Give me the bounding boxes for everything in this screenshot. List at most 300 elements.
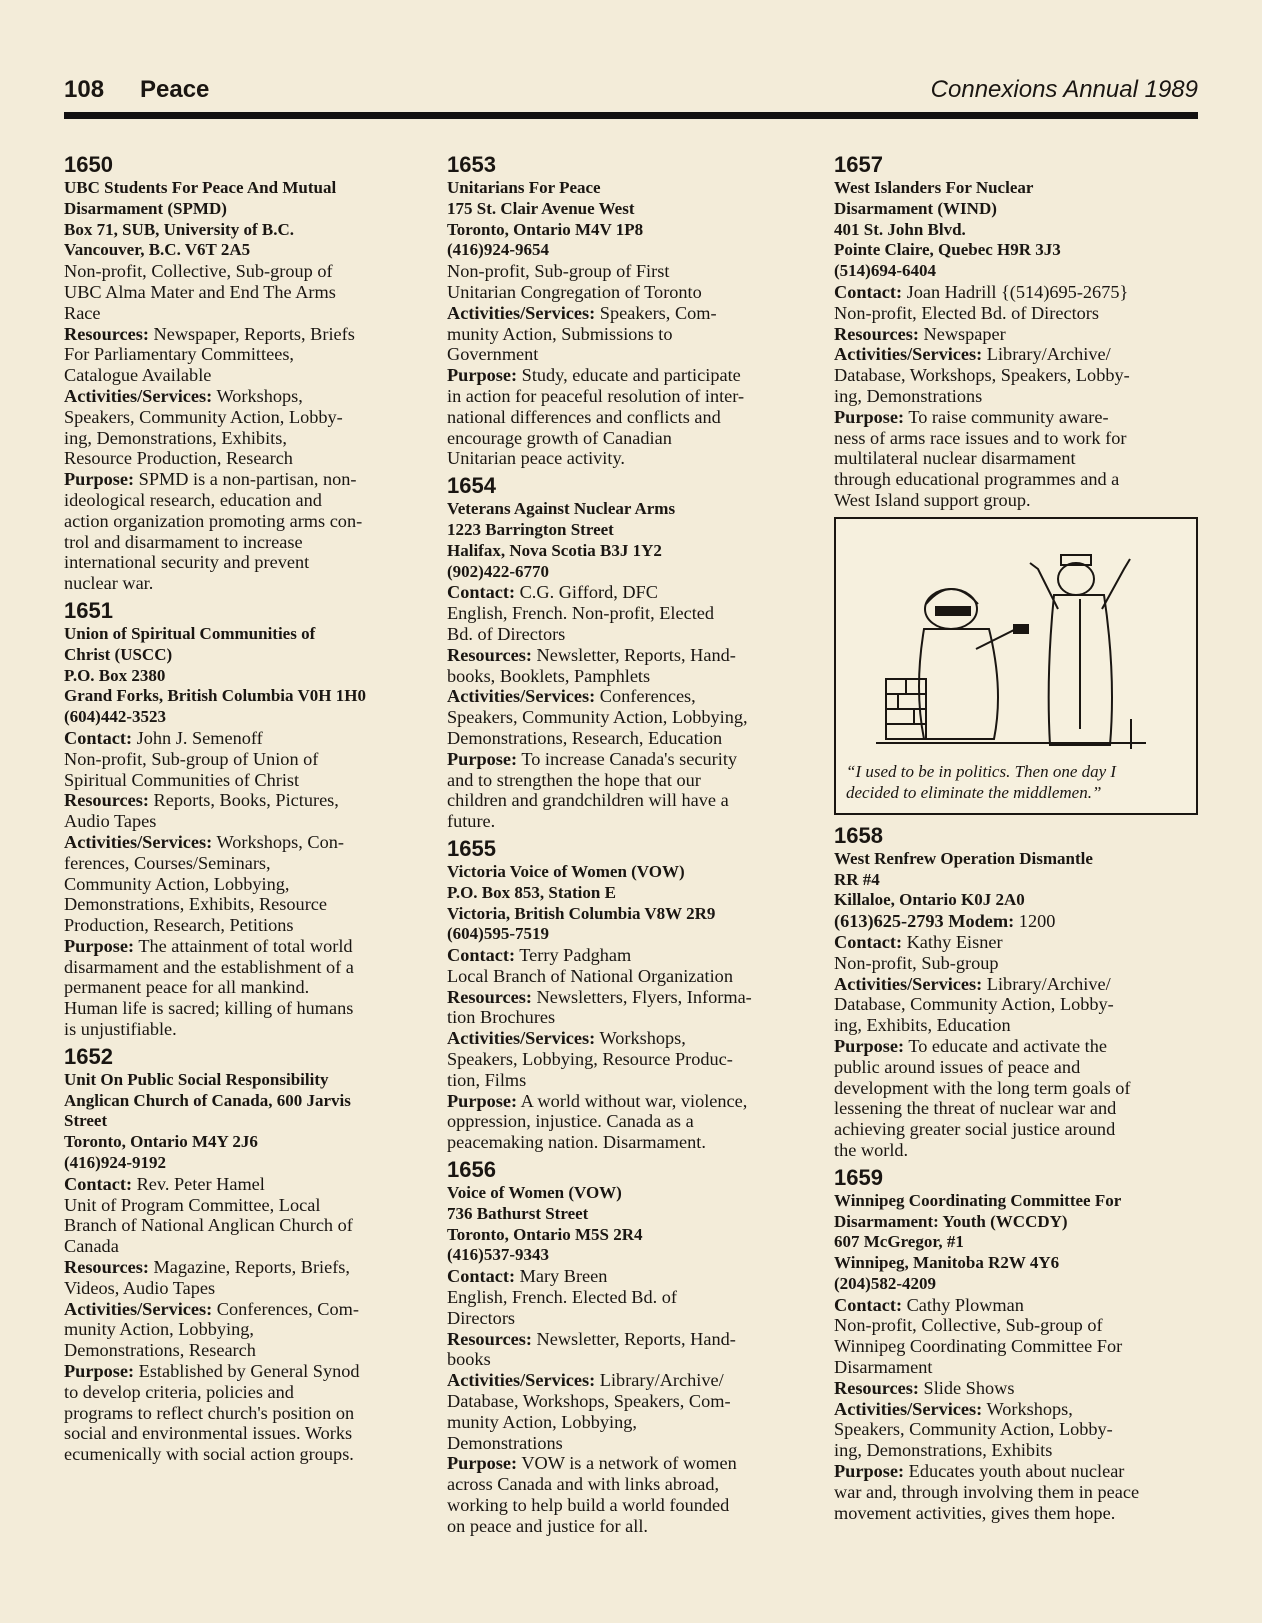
entry-detail-line	[447, 1370, 803, 1391]
field-text: Non-profit, Sub-group of Union of	[64, 748, 319, 769]
field-text: tion Brochures	[447, 1007, 556, 1028]
field-text: munity Action, Lobbying,	[64, 1319, 254, 1340]
entry-detail-line	[447, 1111, 803, 1132]
entry-detail-line	[64, 936, 420, 957]
organization-name: Disarmament: Youth (WCCDY)	[834, 1211, 1068, 1231]
organization-address: 1223 Barrington Street	[447, 519, 614, 539]
entry-detail-line	[447, 1391, 803, 1412]
entry-detail-line	[64, 1215, 420, 1236]
entry-detail-line	[64, 894, 420, 915]
entry-detail-line	[447, 790, 803, 811]
column-3	[834, 152, 1198, 1527]
organization-address: Toronto, Ontario M5S 2R4	[447, 1224, 643, 1244]
entry-detail-line	[64, 344, 420, 365]
section-title: Peace	[140, 76, 210, 103]
field-label: Contact:	[447, 582, 516, 603]
field-text: ecumenically with social action groups.	[64, 1444, 354, 1465]
entry-detail-line	[834, 1036, 1198, 1057]
field-text: Study, educate and participate	[517, 365, 741, 386]
entry-detail-line	[447, 448, 803, 469]
field-label: Resources:	[64, 790, 149, 811]
entry-detail-line	[447, 987, 803, 1008]
entry-detail-line	[834, 428, 1198, 449]
organization-address: (604)595-7519	[447, 924, 549, 944]
cartoon-caption	[846, 761, 1188, 803]
entry-detail-line	[834, 324, 1198, 345]
entry-detail-line	[447, 282, 803, 303]
organization-name: UBC Students For Peace And Mutual	[64, 178, 337, 197]
field-text: Newspaper, Reports, Briefs	[148, 323, 355, 344]
entry-number: 1650	[64, 152, 113, 177]
field-text: Conferences, Com-	[212, 1298, 359, 1319]
entry-detail-line	[447, 1474, 803, 1495]
field-text: Library/Archive/	[982, 344, 1111, 365]
entry-detail-line	[834, 1419, 1198, 1440]
field-text: Human life is sacred; killing of humans	[64, 998, 354, 1019]
organization-address: (416)537-9343	[447, 1245, 549, 1265]
field-text: Newsletter, Reports, Hand-	[531, 1328, 736, 1349]
entry-number: 1658	[834, 822, 883, 848]
field-text: Slide Shows	[918, 1377, 1015, 1398]
entry-detail-line	[64, 365, 420, 386]
column-1	[64, 152, 420, 1469]
entry-detail-line	[64, 1299, 420, 1320]
entry-detail-line	[834, 1336, 1198, 1357]
entry-detail-line	[834, 365, 1198, 386]
field-text: national differences and conflicts and	[447, 406, 721, 427]
entry-detail-line	[64, 749, 420, 770]
field-text: Speakers, Com-	[595, 302, 717, 323]
field-label: Purpose:	[64, 469, 135, 490]
entry-detail-line	[834, 448, 1198, 469]
field-text: the world.	[834, 1139, 909, 1160]
entry-detail-line	[64, 874, 420, 895]
field-text: war and, through involving them in peace	[834, 1481, 1140, 1502]
entry-detail-line	[64, 1195, 420, 1216]
entry-detail-line	[447, 1287, 803, 1308]
field-label: Resources:	[447, 986, 532, 1007]
entry-detail-line	[64, 915, 420, 936]
entry-detail-line	[834, 1315, 1198, 1336]
column-2	[447, 152, 803, 1541]
entry-detail-line	[834, 1461, 1198, 1482]
field-text: future.	[447, 811, 496, 832]
field-label: Contact:	[834, 931, 903, 952]
cartoon-panel	[834, 517, 1198, 815]
entry-number: 1653	[447, 152, 496, 177]
entry-detail-line	[64, 573, 420, 594]
entry-detail-line	[64, 1340, 420, 1361]
organization-name: Christ (USCC)	[64, 644, 173, 664]
field-label: Purpose:	[447, 748, 518, 769]
field-text: Demonstrations, Exhibits, Resource	[64, 894, 328, 915]
organization-name: Victoria Voice of Women (VOW)	[447, 861, 685, 881]
field-text: Disarmament	[834, 1357, 933, 1378]
field-text: to develop criteria, policies and	[64, 1381, 294, 1402]
field-text: Conferences,	[595, 686, 696, 707]
organization-address: RR #4	[834, 869, 880, 889]
field-text: oppression, injustice. Canada as a	[447, 1111, 694, 1132]
entry-detail-line	[834, 932, 1198, 953]
field-text: Newsletter, Reports, Hand-	[531, 644, 736, 665]
entry-detail-line	[64, 1361, 420, 1382]
directory-entry	[447, 152, 803, 469]
organization-address: Winnipeg, Manitoba R2W 4Y6	[834, 1253, 1060, 1273]
organization-address: Pointe Claire, Quebec H9R 3J3	[834, 240, 1061, 260]
field-text: Reports, Books, Pictures,	[148, 790, 339, 811]
entry-detail-line	[447, 728, 803, 749]
page-header	[64, 76, 1198, 110]
field-text: Cathy Plowman	[902, 1294, 1024, 1315]
field-text: Database, Workshops, Speakers, Com-	[447, 1391, 731, 1412]
field-text: Workshops,	[212, 385, 303, 406]
organization-address: P.O. Box 853, Station E	[447, 882, 616, 902]
directory-entry	[64, 1044, 420, 1465]
entry-detail-line	[64, 853, 420, 874]
organization-name: Street	[64, 1111, 108, 1131]
entry-number: 1654	[447, 473, 496, 499]
field-text: Educates youth about nuclear	[904, 1461, 1125, 1482]
field-text: ing, Demonstrations	[834, 385, 983, 406]
entry-detail-line	[447, 1516, 803, 1537]
entry-detail-line	[447, 344, 803, 365]
entry-number: 1651	[64, 597, 113, 623]
field-text: Workshops,	[595, 1028, 686, 1049]
field-text: English, French. Non-profit, Elected	[447, 603, 715, 624]
field-label: Activities/Services:	[447, 302, 596, 323]
field-text: The attainment of total world	[134, 935, 353, 956]
field-text: Unitarian peace activity.	[447, 448, 625, 469]
field-text: Local Branch of National Organization	[447, 965, 733, 986]
field-text: English, French. Elected Bd. of	[447, 1287, 677, 1308]
entry-detail-line	[834, 1140, 1198, 1161]
entry-detail-line	[64, 1403, 420, 1424]
organization-address: (902)422-6770	[447, 561, 549, 581]
organization-name: Unit On Public Social Responsibility	[64, 1069, 329, 1089]
entry-detail-line	[64, 998, 420, 1019]
publication-title: Connexions Annual 1989	[930, 76, 1198, 103]
field-text: SPMD is a non-partisan, non-	[134, 469, 357, 490]
organization-address: P.O. Box 2380	[64, 665, 166, 685]
field-text: lessening the threat of nuclear war and	[834, 1098, 1117, 1119]
field-text: John J. Semenoff	[132, 727, 263, 748]
directory-entry	[447, 836, 803, 1153]
organization-address: (204)582-4209	[834, 1273, 936, 1293]
field-text: Non-profit, Collective, Sub-group of	[834, 1315, 1103, 1336]
organization-address: 736 Bathurst Street	[447, 1203, 589, 1223]
field-text: ing, Demonstrations, Exhibits,	[64, 427, 287, 448]
field-text: ing, Demonstrations, Exhibits	[834, 1440, 1053, 1461]
organization-address: (416)924-9654	[447, 240, 549, 260]
organization-address: Toronto, Ontario M4V 1P8	[447, 219, 644, 239]
field-text: Newsletters, Flyers, Informa-	[531, 986, 752, 1007]
organization-name: Winnipeg Coordinating Committee For	[834, 1190, 1122, 1210]
organization-address: 401 St. John Blvd.	[834, 219, 966, 239]
field-text: Race	[64, 302, 101, 323]
field-label: Activities/Services:	[64, 385, 213, 406]
field-text: public around issues of peace and	[834, 1056, 1081, 1077]
field-text: Speakers, Community Action, Lobby-	[64, 406, 343, 427]
field-text: achieving greater social justice around	[834, 1119, 1116, 1140]
entry-detail-line	[834, 344, 1198, 365]
field-text: on peace and justice for all.	[447, 1515, 649, 1536]
entry-detail-line	[834, 911, 1198, 932]
field-text: Speakers, Community Action, Lobby-	[834, 1419, 1113, 1440]
header-rule	[64, 112, 1198, 119]
entry-detail-line	[834, 282, 1198, 303]
entry-detail-line	[64, 448, 420, 469]
field-label: Contact:	[447, 1266, 516, 1287]
entry-detail-line	[64, 1019, 420, 1040]
field-label: Contact:	[834, 1294, 903, 1315]
field-label: Purpose:	[447, 1453, 518, 1474]
field-text: Unit of Program Committee, Local	[64, 1194, 321, 1215]
organization-name: Disarmament (SPMD)	[64, 198, 227, 218]
field-text: children and grandchildren will have a	[447, 790, 729, 811]
entry-detail-line	[64, 428, 420, 449]
entry-detail-line	[447, 749, 803, 770]
field-label: Activities/Services:	[834, 1398, 983, 1419]
entry-detail-line	[64, 469, 420, 490]
organization-address: (604)442-3523	[64, 707, 166, 727]
entry-detail-line	[64, 977, 420, 998]
organization-address: Halifax, Nova Scotia B3J 1Y2	[447, 540, 662, 560]
directory-entry	[834, 823, 1198, 1161]
field-text: programs to reflect church's position on	[64, 1402, 355, 1423]
entry-detail-line	[64, 1423, 420, 1444]
entry-detail-line	[64, 552, 420, 573]
entry-detail-line	[834, 469, 1198, 490]
entry-detail-line	[447, 686, 803, 707]
entry-detail-line	[834, 490, 1198, 511]
entry-detail-line	[64, 1236, 420, 1257]
field-text: Unitarian Congregation of Toronto	[447, 281, 702, 302]
field-text: VOW is a network of women	[517, 1453, 737, 1474]
entry-detail-line	[64, 832, 420, 853]
field-text: Speakers, Lobbying, Resource Produc-	[447, 1049, 733, 1070]
field-text: Newspaper	[918, 323, 1006, 344]
entry-detail-line	[834, 1119, 1198, 1140]
entry-detail-line	[64, 1257, 420, 1278]
field-text: Demonstrations	[447, 1432, 563, 1453]
entry-number: 1652	[64, 1043, 113, 1069]
entry-detail-line	[447, 666, 803, 687]
field-text: To increase Canada's security	[517, 748, 738, 769]
entry-detail-line	[447, 428, 803, 449]
field-label: Purpose:	[64, 1361, 135, 1382]
entry-detail-line	[834, 1015, 1198, 1036]
field-text: Government	[447, 344, 539, 365]
entry-detail-line	[64, 1444, 420, 1465]
organization-address: Box 71, SUB, University of B.C.	[64, 219, 294, 239]
entry-detail-line	[447, 365, 803, 386]
entry-detail-line	[64, 1174, 420, 1195]
entry-detail-line	[64, 728, 420, 749]
entry-detail-line	[64, 532, 420, 553]
entry-detail-line	[447, 1308, 803, 1329]
field-text: peacemaking nation. Disarmament.	[447, 1132, 706, 1153]
entry-detail-line	[64, 1278, 420, 1299]
field-text: Non-profit, Elected Bd. of Directors	[834, 302, 1099, 323]
field-text: encourage growth of Canadian	[447, 427, 672, 448]
field-text: Demonstrations, Research	[64, 1340, 256, 1361]
entry-detail-line	[64, 1382, 420, 1403]
directory-entry	[64, 598, 420, 1040]
field-text: disarmament and the establishment of a	[64, 956, 354, 977]
entry-detail-line	[447, 624, 803, 645]
field-text: social and environmental issues. Works	[64, 1423, 353, 1444]
field-text: Joan Hadrill {(514)695-2675}	[902, 281, 1129, 302]
field-text: movement activities, gives them hope.	[834, 1502, 1116, 1523]
entry-detail-line	[834, 1357, 1198, 1378]
entry-detail-line	[447, 1007, 803, 1028]
field-text: Videos, Audio Tapes	[64, 1277, 216, 1298]
field-label: Activities/Services:	[64, 831, 213, 852]
entry-detail-line	[64, 261, 420, 282]
field-text: UBC Alma Mater and End The Arms	[64, 281, 336, 302]
entry-detail-line	[447, 603, 803, 624]
entry-detail-line	[64, 303, 420, 324]
field-label: Activities/Services:	[834, 973, 983, 994]
entry-number: 1657	[834, 152, 883, 177]
field-label: Purpose:	[64, 935, 135, 956]
entry-detail-line	[64, 282, 420, 303]
field-label: Activities/Services:	[64, 1298, 213, 1319]
field-text: in action for peaceful resolution of inter-	[447, 385, 745, 406]
field-label: Contact:	[447, 945, 516, 966]
field-label: Resources:	[447, 644, 532, 665]
organization-address: 607 McGregor, #1	[834, 1232, 964, 1252]
field-text: Branch of National Anglican Church of	[64, 1215, 353, 1236]
field-label: Contact:	[834, 281, 903, 302]
field-text: munity Action, Lobbying,	[447, 1411, 637, 1432]
field-text: across Canada and with links abroad,	[447, 1474, 720, 1495]
entry-detail-line	[447, 1049, 803, 1070]
entry-detail-line	[834, 407, 1198, 428]
field-text: multilateral nuclear disarmament	[834, 448, 1076, 469]
field-text: Community Action, Lobbying,	[64, 873, 290, 894]
field-text: To raise community aware-	[904, 406, 1109, 427]
entry-detail-line	[64, 511, 420, 532]
field-text: Established by General Synod	[134, 1361, 360, 1382]
organization-name: West Renfrew Operation Dismantle	[834, 848, 1093, 868]
organization-address: Toronto, Ontario M4Y 2J6	[64, 1132, 258, 1152]
field-text: Demonstrations, Research, Education	[447, 727, 723, 748]
entry-number: 1659	[834, 1164, 883, 1190]
organization-name: West Islanders For Nuclear	[834, 178, 1034, 197]
organization-address: (514)694-6404	[834, 261, 936, 281]
directory-entry	[447, 1157, 803, 1537]
entry-detail-line	[447, 645, 803, 666]
entry-detail-line	[447, 945, 803, 966]
organization-name: Disarmament (WIND)	[834, 198, 997, 218]
entry-number: 1656	[447, 1157, 496, 1183]
entry-detail-line	[64, 811, 420, 832]
field-text: West Island support group.	[834, 489, 1031, 510]
organization-name: Veterans Against Nuclear Arms	[447, 499, 676, 519]
field-text: Non-profit, Collective, Sub-group of	[64, 261, 333, 282]
field-label: Purpose:	[447, 365, 518, 386]
entry-detail-line	[447, 1028, 803, 1049]
directory-entry	[834, 152, 1198, 511]
directory-entry	[64, 152, 420, 594]
entry-detail-line	[834, 1399, 1198, 1420]
field-label: Contact:	[64, 727, 133, 748]
organization-name: Anglican Church of Canada, 600 Jarvis	[64, 1090, 351, 1110]
field-text: ideological research, education and	[64, 489, 322, 510]
field-text: Production, Research, Petitions	[64, 915, 294, 936]
entry-detail-line	[834, 994, 1198, 1015]
organization-address: Victoria, British Columbia V8W 2R9	[447, 903, 716, 923]
entry-detail-line	[447, 1453, 803, 1474]
entry-detail-line	[834, 386, 1198, 407]
field-text: Spiritual Communities of Christ	[64, 769, 300, 790]
entry-detail-line	[64, 324, 420, 345]
field-label: Activities/Services:	[447, 1370, 596, 1391]
field-label: (613)625-2793 Modem:	[834, 911, 1015, 932]
entry-detail-line	[834, 953, 1198, 974]
field-text: Audio Tapes	[64, 811, 157, 832]
field-text: is unjustifiable.	[64, 1019, 177, 1040]
entry-detail-line	[64, 490, 420, 511]
field-text: Non-profit, Sub-group	[834, 952, 999, 973]
organization-name: Unitarians For Peace	[447, 178, 601, 197]
field-text: Bd. of Directors	[447, 623, 566, 644]
organization-address: Killaloe, Ontario K0J 2A0	[834, 890, 1025, 910]
entry-detail-line	[834, 1098, 1198, 1119]
entry-detail-line	[447, 303, 803, 324]
entry-number: 1655	[447, 835, 496, 861]
field-text: Database, Community Action, Lobby-	[834, 994, 1114, 1015]
entry-detail-line	[447, 407, 803, 428]
entry-detail-line	[447, 770, 803, 791]
field-text: international security and prevent	[64, 552, 310, 573]
entry-detail-line	[447, 1412, 803, 1433]
field-text: To educate and activate the	[904, 1035, 1108, 1056]
field-text: through educational programmes and a	[834, 469, 1120, 490]
entry-detail-line	[447, 1433, 803, 1454]
field-text: permanent peace for all mankind.	[64, 977, 310, 998]
field-text: working to help build a world founded	[447, 1495, 730, 1516]
field-text: Canada	[64, 1236, 119, 1257]
field-text: Speakers, Community Action, Lobbying,	[447, 707, 748, 728]
organization-address: 175 St. Clair Avenue West	[447, 198, 635, 218]
entry-detail-line	[447, 1132, 803, 1153]
field-text: nuclear war.	[64, 573, 154, 594]
field-text: Catalogue Available	[64, 365, 212, 386]
entry-detail-line	[834, 1482, 1198, 1503]
field-text: Terry Padgham	[515, 945, 632, 966]
field-text: Kathy Eisner	[902, 931, 1003, 952]
organization-address: Grand Forks, British Columbia V0H 1H0	[64, 686, 366, 706]
entry-detail-line	[64, 407, 420, 428]
organization-address: (416)924-9192	[64, 1153, 166, 1173]
entry-detail-line	[64, 790, 420, 811]
field-label: Contact:	[64, 1173, 133, 1194]
field-label: Purpose:	[834, 1461, 905, 1482]
field-label: Resources:	[64, 1257, 149, 1278]
entry-detail-line	[447, 1266, 803, 1287]
entry-detail-line	[64, 957, 420, 978]
entry-detail-line	[447, 1091, 803, 1112]
field-label: Purpose:	[447, 1090, 518, 1111]
field-text: and to strengthen the hope that our	[447, 769, 701, 790]
field-text: Resource Production, Research	[64, 448, 293, 469]
field-label: Purpose:	[834, 1035, 905, 1056]
entry-detail-line	[834, 1078, 1198, 1099]
field-text: books, Booklets, Pamphlets	[447, 665, 651, 686]
entry-detail-line	[447, 966, 803, 987]
